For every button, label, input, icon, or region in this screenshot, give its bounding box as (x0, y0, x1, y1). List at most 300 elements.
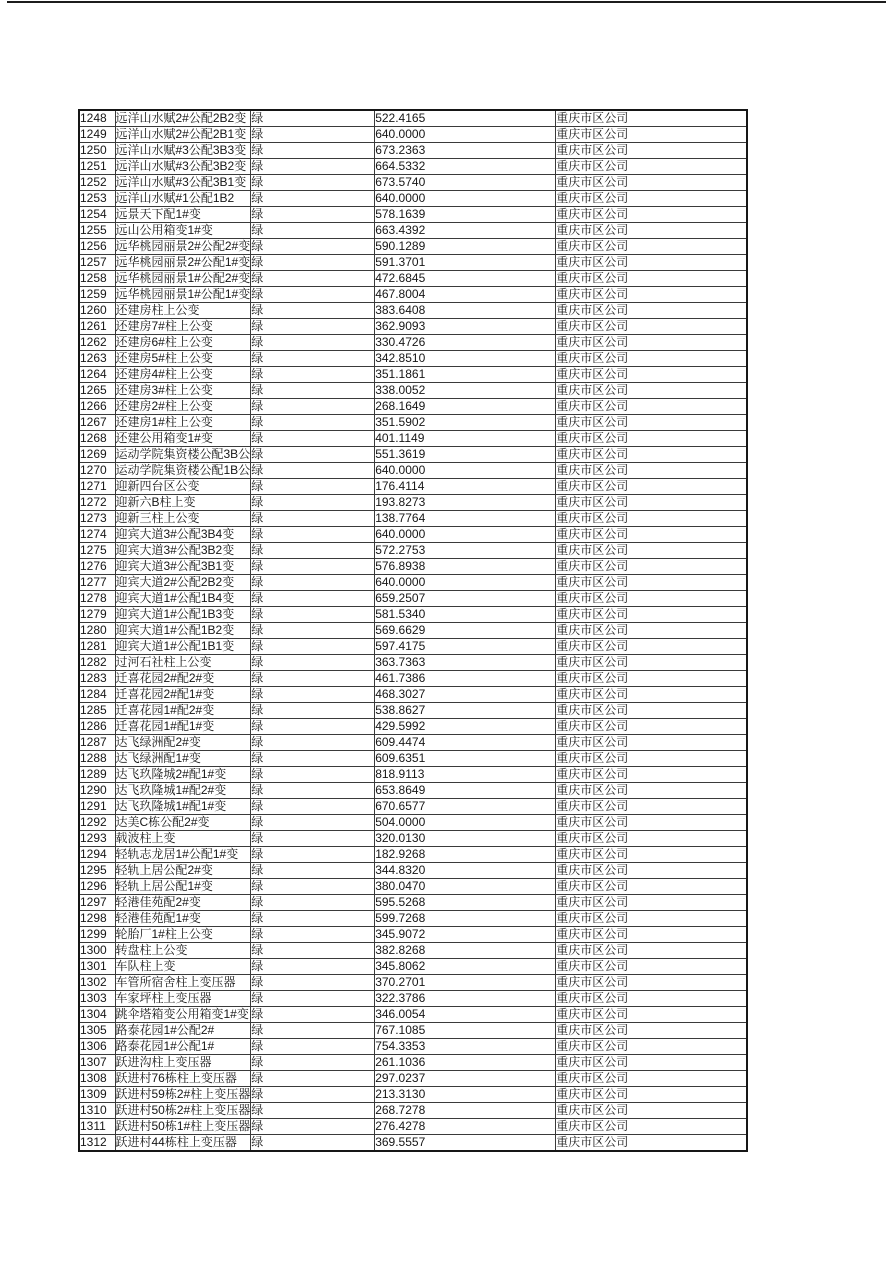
cell-status: 绿 (251, 447, 375, 463)
cell-status: 绿 (251, 703, 375, 719)
cell-row-number: 1265 (79, 383, 115, 399)
cell-name: 车队柱上变 (115, 959, 251, 975)
cell-status: 绿 (251, 559, 375, 575)
cell-row-number: 1277 (79, 575, 115, 591)
cell-name: 迎宾大道1#公配1B2变 (115, 623, 251, 639)
table-row (79, 175, 747, 191)
cell-value: 342.8510 (375, 351, 556, 367)
cell-row-number: 1268 (79, 431, 115, 447)
cell-name: 远华桃园丽景2#公配1#变 (115, 255, 251, 269)
cell-company: 重庆市区公司 (556, 239, 747, 255)
cell-status: 绿 (251, 127, 375, 143)
table-row (79, 639, 747, 655)
cell-row-number: 1258 (79, 271, 115, 287)
table-row (79, 895, 747, 911)
cell-value: 504.0000 (375, 815, 556, 831)
cell-status: 绿 (251, 255, 375, 271)
cell-row-number: 1250 (79, 143, 115, 159)
table-row (79, 815, 747, 831)
table-row (79, 943, 747, 959)
cell-value: 370.2701 (375, 975, 556, 991)
cell-status: 绿 (251, 495, 375, 511)
page-top-rule (7, 1, 886, 3)
cell-value: 818.9113 (375, 767, 556, 783)
table-row (79, 271, 747, 287)
cell-row-number: 1264 (79, 367, 115, 383)
cell-company: 重庆市区公司 (556, 895, 747, 911)
cell-company: 重庆市区公司 (556, 431, 747, 447)
cell-value: 670.6577 (375, 799, 556, 815)
cell-value: 581.5340 (375, 607, 556, 623)
cell-name: 达飞玖隆城1#配2#变 (115, 783, 251, 799)
table-row (79, 623, 747, 639)
cell-name: 迎新六B柱上变 (115, 495, 251, 511)
table-row (79, 767, 747, 783)
cell-company: 重庆市区公司 (556, 255, 747, 271)
cell-name: 远景天下配1#变 (115, 207, 251, 223)
cell-row-number: 1275 (79, 543, 115, 559)
cell-row-number: 1308 (79, 1071, 115, 1087)
cell-company: 重庆市区公司 (556, 110, 747, 127)
table-row (79, 863, 747, 879)
table-row (79, 367, 747, 383)
cell-value: 664.5332 (375, 159, 556, 175)
cell-name: 跃进村44栋柱上变压器 (115, 1135, 251, 1152)
cell-name: 跳伞塔箱变公用箱变1#变 (115, 1007, 249, 1021)
cell-status: 绿 (251, 1007, 375, 1023)
cell-company: 重庆市区公司 (556, 319, 747, 335)
cell-status: 绿 (251, 191, 375, 207)
cell-company: 重庆市区公司 (556, 479, 747, 495)
table-row (79, 255, 747, 271)
cell-company: 重庆市区公司 (556, 527, 747, 543)
table-row (79, 287, 747, 303)
cell-value: 640.0000 (375, 463, 556, 479)
cell-value: 467.8004 (375, 287, 556, 303)
cell-name: 远洋山水赋#3公配3B1变 (115, 175, 251, 191)
cell-name: 达美C栋公配2#变 (115, 815, 251, 831)
cell-status: 绿 (251, 511, 375, 527)
cell-company: 重庆市区公司 (556, 447, 747, 463)
cell-company: 重庆市区公司 (556, 351, 747, 367)
cell-row-number: 1282 (79, 655, 115, 671)
table-row (79, 399, 747, 415)
cell-value: 591.3701 (375, 255, 556, 271)
table-row (79, 479, 747, 495)
table-row (79, 687, 747, 703)
cell-status: 绿 (251, 1055, 375, 1071)
table-row (79, 735, 747, 751)
cell-value: 276.4278 (375, 1119, 556, 1135)
cell-name: 跃进村59栋2#柱上变压器 (115, 1087, 251, 1101)
table-row (79, 511, 747, 527)
cell-name: 迎宾大道3#公配3B1变 (115, 559, 251, 575)
table-row (79, 543, 747, 559)
cell-status: 绿 (251, 575, 375, 591)
cell-status: 绿 (251, 110, 375, 127)
cell-status: 绿 (251, 831, 375, 847)
cell-company: 重庆市区公司 (556, 943, 747, 959)
cell-name: 轻轨上居公配2#变 (115, 863, 251, 879)
cell-name: 迎新三柱上公变 (115, 511, 251, 527)
cell-value: 380.0470 (375, 879, 556, 895)
cell-row-number: 1309 (79, 1087, 115, 1103)
cell-status: 绿 (251, 959, 375, 975)
cell-status: 绿 (251, 527, 375, 543)
cell-name: 远洋山水赋2#公配2B1变 (115, 127, 251, 143)
cell-row-number: 1307 (79, 1055, 115, 1071)
cell-name: 运动学院集资楼公配3B公 (115, 447, 251, 461)
cell-row-number: 1276 (79, 559, 115, 575)
cell-name: 跃进沟柱上变压器 (115, 1055, 251, 1071)
cell-row-number: 1290 (79, 783, 115, 799)
cell-company: 重庆市区公司 (556, 495, 747, 511)
cell-value: 609.6351 (375, 751, 556, 767)
cell-value: 767.1085 (375, 1023, 556, 1039)
cell-row-number: 1251 (79, 159, 115, 175)
cell-value: 320.0130 (375, 831, 556, 847)
table-row (79, 463, 747, 479)
cell-value: 590.1289 (375, 239, 556, 255)
cell-company: 重庆市区公司 (556, 559, 747, 575)
cell-row-number: 1278 (79, 591, 115, 607)
cell-name: 远华桃园丽景1#公配1#变 (115, 287, 251, 301)
cell-company: 重庆市区公司 (556, 1103, 747, 1119)
cell-status: 绿 (251, 335, 375, 351)
cell-value: 344.8320 (375, 863, 556, 879)
table-row (79, 431, 747, 447)
cell-status: 绿 (251, 1071, 375, 1087)
cell-row-number: 1279 (79, 607, 115, 623)
cell-row-number: 1291 (79, 799, 115, 815)
cell-company: 重庆市区公司 (556, 1087, 747, 1103)
cell-name: 还建房柱上公变 (115, 303, 251, 319)
cell-company: 重庆市区公司 (556, 1135, 747, 1152)
cell-company: 重庆市区公司 (556, 703, 747, 719)
cell-value: 522.4165 (375, 110, 556, 127)
cell-value: 176.4114 (375, 479, 556, 495)
cell-status: 绿 (251, 927, 375, 943)
cell-row-number: 1260 (79, 303, 115, 319)
cell-row-number: 1284 (79, 687, 115, 703)
cell-row-number: 1292 (79, 815, 115, 831)
cell-value: 597.4175 (375, 639, 556, 655)
cell-name: 还建房7#柱上公变 (115, 319, 251, 335)
cell-name: 迁喜花园2#配1#变 (115, 687, 251, 703)
cell-company: 重庆市区公司 (556, 1023, 747, 1039)
cell-value: 362.9093 (375, 319, 556, 335)
cell-company: 重庆市区公司 (556, 287, 747, 303)
cell-status: 绿 (251, 911, 375, 927)
cell-company: 重庆市区公司 (556, 575, 747, 591)
cell-value: 609.4474 (375, 735, 556, 751)
cell-row-number: 1312 (79, 1135, 115, 1152)
cell-company: 重庆市区公司 (556, 591, 747, 607)
cell-company: 重庆市区公司 (556, 639, 747, 655)
cell-value: 351.5902 (375, 415, 556, 431)
cell-value: 640.0000 (375, 527, 556, 543)
table-row (79, 1119, 747, 1135)
cell-company: 重庆市区公司 (556, 463, 747, 479)
cell-status: 绿 (251, 735, 375, 751)
table-row (79, 799, 747, 815)
cell-company: 重庆市区公司 (556, 655, 747, 671)
cell-name: 路泰花园1#公配2# (115, 1023, 251, 1039)
cell-status: 绿 (251, 799, 375, 815)
cell-company: 重庆市区公司 (556, 271, 747, 287)
cell-value: 345.9072 (375, 927, 556, 943)
cell-name: 还建房4#柱上公变 (115, 367, 251, 383)
cell-name: 还建房2#柱上公变 (115, 399, 251, 415)
table-row (79, 159, 747, 175)
cell-name: 远洋山水赋#1公配1B2 (115, 191, 251, 207)
cell-row-number: 1297 (79, 895, 115, 911)
cell-status: 绿 (251, 751, 375, 767)
table-row (79, 1071, 747, 1087)
cell-status: 绿 (251, 383, 375, 399)
cell-status: 绿 (251, 303, 375, 319)
cell-status: 绿 (251, 351, 375, 367)
cell-value: 369.5557 (375, 1135, 556, 1152)
cell-name: 达飞绿洲配2#变 (115, 735, 251, 751)
cell-name: 迎宾大道3#公配3B4变 (115, 527, 251, 543)
cell-name: 还建房3#柱上公变 (115, 383, 251, 399)
cell-status: 绿 (251, 719, 375, 735)
cell-name: 还建房5#柱上公变 (115, 351, 251, 367)
cell-company: 重庆市区公司 (556, 303, 747, 319)
cell-value: 330.4726 (375, 335, 556, 351)
cell-company: 重庆市区公司 (556, 799, 747, 815)
cell-name: 远华桃园丽景2#公配2#变 (115, 239, 251, 253)
cell-name: 还建公用箱变1#变 (115, 431, 251, 447)
cell-value: 659.2507 (375, 591, 556, 607)
cell-name: 远洋山水赋2#公配2B2变 (115, 110, 251, 127)
cell-value: 138.7764 (375, 511, 556, 527)
table-row (79, 991, 747, 1007)
cell-status: 绿 (251, 991, 375, 1007)
cell-status: 绿 (251, 1119, 375, 1135)
cell-status: 绿 (251, 175, 375, 191)
cell-company: 重庆市区公司 (556, 815, 747, 831)
cell-value: 182.9268 (375, 847, 556, 863)
cell-row-number: 1294 (79, 847, 115, 863)
cell-row-number: 1283 (79, 671, 115, 687)
cell-value: 346.0054 (375, 1007, 556, 1023)
cell-company: 重庆市区公司 (556, 783, 747, 799)
table-row (79, 911, 747, 927)
table-row (79, 527, 747, 543)
cell-value: 261.1036 (375, 1055, 556, 1071)
cell-company: 重庆市区公司 (556, 415, 747, 431)
cell-value: 572.2753 (375, 543, 556, 559)
cell-name: 迎宾大道1#公配1B4变 (115, 591, 251, 607)
cell-row-number: 1269 (79, 447, 115, 463)
cell-company: 重庆市区公司 (556, 927, 747, 943)
cell-name: 车家坪柱上变压器 (115, 991, 251, 1007)
table-row (79, 223, 747, 239)
cell-status: 绿 (251, 591, 375, 607)
cell-company: 重庆市区公司 (556, 1119, 747, 1135)
cell-company: 重庆市区公司 (556, 623, 747, 639)
cell-value: 297.0237 (375, 1071, 556, 1087)
cell-value: 663.4392 (375, 223, 556, 239)
cell-row-number: 1293 (79, 831, 115, 847)
cell-status: 绿 (251, 463, 375, 479)
cell-row-number: 1303 (79, 991, 115, 1007)
cell-value: 401.1149 (375, 431, 556, 447)
cell-name: 还建房1#柱上公变 (115, 415, 251, 431)
cell-row-number: 1274 (79, 527, 115, 543)
cell-name: 迁喜花园1#配1#变 (115, 719, 251, 735)
cell-value: 595.5268 (375, 895, 556, 911)
cell-company: 重庆市区公司 (556, 751, 747, 767)
cell-status: 绿 (251, 223, 375, 239)
cell-value: 538.8627 (375, 703, 556, 719)
table-row (79, 879, 747, 895)
cell-name: 迎宾大道1#公配1B1变 (115, 639, 251, 655)
table-row (79, 1055, 747, 1071)
cell-company: 重庆市区公司 (556, 383, 747, 399)
cell-row-number: 1259 (79, 287, 115, 303)
data-table-body (79, 110, 747, 1151)
cell-value: 551.3619 (375, 447, 556, 463)
cell-company: 重庆市区公司 (556, 127, 747, 143)
cell-company: 重庆市区公司 (556, 207, 747, 223)
table-row (79, 319, 747, 335)
cell-row-number: 1262 (79, 335, 115, 351)
cell-name: 迎宾大道2#公配2B2变 (115, 575, 251, 591)
cell-status: 绿 (251, 415, 375, 431)
cell-row-number: 1271 (79, 479, 115, 495)
cell-row-number: 1273 (79, 511, 115, 527)
cell-name: 迎新四台区公变 (115, 479, 251, 495)
table-row (79, 191, 747, 207)
table-row (79, 655, 747, 671)
cell-row-number: 1257 (79, 255, 115, 271)
cell-value: 383.6408 (375, 303, 556, 319)
cell-company: 重庆市区公司 (556, 1039, 747, 1055)
cell-company: 重庆市区公司 (556, 1055, 747, 1071)
table-row (79, 239, 747, 255)
cell-value: 363.7363 (375, 655, 556, 671)
cell-row-number: 1254 (79, 207, 115, 223)
cell-value: 640.0000 (375, 575, 556, 591)
cell-name: 达飞玖隆城1#配1#变 (115, 799, 251, 815)
cell-status: 绿 (251, 1103, 375, 1119)
cell-status: 绿 (251, 815, 375, 831)
cell-name: 车管所宿舍柱上变压器 (115, 975, 251, 991)
table-row (79, 751, 747, 767)
table-row (79, 783, 747, 799)
table-row (79, 447, 747, 463)
cell-row-number: 1289 (79, 767, 115, 783)
table-row (79, 831, 747, 847)
cell-name: 转盘柱上公变 (115, 943, 251, 959)
cell-name: 轻港佳苑配2#变 (115, 895, 251, 911)
cell-row-number: 1302 (79, 975, 115, 991)
cell-value: 351.1861 (375, 367, 556, 383)
cell-status: 绿 (251, 287, 375, 303)
cell-company: 重庆市区公司 (556, 607, 747, 623)
cell-company: 重庆市区公司 (556, 367, 747, 383)
table-row (79, 207, 747, 223)
cell-name: 跃进村50栋1#柱上变压器 (115, 1119, 251, 1133)
cell-row-number: 1253 (79, 191, 115, 207)
cell-value: 673.2363 (375, 143, 556, 159)
cell-company: 重庆市区公司 (556, 879, 747, 895)
table-row (79, 1039, 747, 1055)
table-row (79, 1135, 747, 1152)
table-row (79, 415, 747, 431)
cell-value: 468.3027 (375, 687, 556, 703)
cell-name: 迁喜花园2#配2#变 (115, 671, 251, 687)
table-row (79, 959, 747, 975)
cell-status: 绿 (251, 1135, 375, 1152)
cell-company: 重庆市区公司 (556, 511, 747, 527)
table-row (79, 110, 747, 127)
table-row (79, 303, 747, 319)
cell-row-number: 1288 (79, 751, 115, 767)
cell-value: 576.8938 (375, 559, 556, 575)
table-row (79, 927, 747, 943)
cell-name: 跃进村76栋柱上变压器 (115, 1071, 251, 1087)
cell-status: 绿 (251, 671, 375, 687)
cell-row-number: 1305 (79, 1023, 115, 1039)
table-row (79, 847, 747, 863)
cell-name: 迎宾大道3#公配3B2变 (115, 543, 251, 559)
cell-status: 绿 (251, 319, 375, 335)
cell-status: 绿 (251, 655, 375, 671)
cell-company: 重庆市区公司 (556, 847, 747, 863)
table-row (79, 719, 747, 735)
cell-row-number: 1286 (79, 719, 115, 735)
cell-name: 路泰花园1#公配1# (115, 1039, 251, 1055)
cell-company: 重庆市区公司 (556, 1007, 747, 1023)
cell-row-number: 1299 (79, 927, 115, 943)
cell-value: 213.3130 (375, 1087, 556, 1103)
cell-row-number: 1298 (79, 911, 115, 927)
cell-row-number: 1270 (79, 463, 115, 479)
cell-name: 远洋山水赋#3公配3B2变 (115, 159, 251, 175)
cell-row-number: 1261 (79, 319, 115, 335)
cell-row-number: 1255 (79, 223, 115, 239)
cell-value: 382.8268 (375, 943, 556, 959)
cell-company: 重庆市区公司 (556, 671, 747, 687)
cell-status: 绿 (251, 1023, 375, 1039)
cell-value: 322.3786 (375, 991, 556, 1007)
table-row (79, 591, 747, 607)
cell-company: 重庆市区公司 (556, 911, 747, 927)
cell-name: 达飞玖隆城2#配1#变 (115, 767, 251, 783)
cell-value: 193.8273 (375, 495, 556, 511)
cell-value: 472.6845 (375, 271, 556, 287)
cell-value: 268.1649 (375, 399, 556, 415)
cell-status: 绿 (251, 431, 375, 447)
table-row (79, 1103, 747, 1119)
cell-row-number: 1248 (79, 110, 115, 127)
cell-company: 重庆市区公司 (556, 159, 747, 175)
cell-status: 绿 (251, 767, 375, 783)
cell-status: 绿 (251, 847, 375, 863)
cell-status: 绿 (251, 975, 375, 991)
cell-status: 绿 (251, 159, 375, 175)
table-row (79, 575, 747, 591)
cell-company: 重庆市区公司 (556, 959, 747, 975)
cell-status: 绿 (251, 271, 375, 287)
cell-name: 迎宾大道1#公配1B3变 (115, 607, 251, 623)
cell-row-number: 1295 (79, 863, 115, 879)
cell-status: 绿 (251, 367, 375, 383)
